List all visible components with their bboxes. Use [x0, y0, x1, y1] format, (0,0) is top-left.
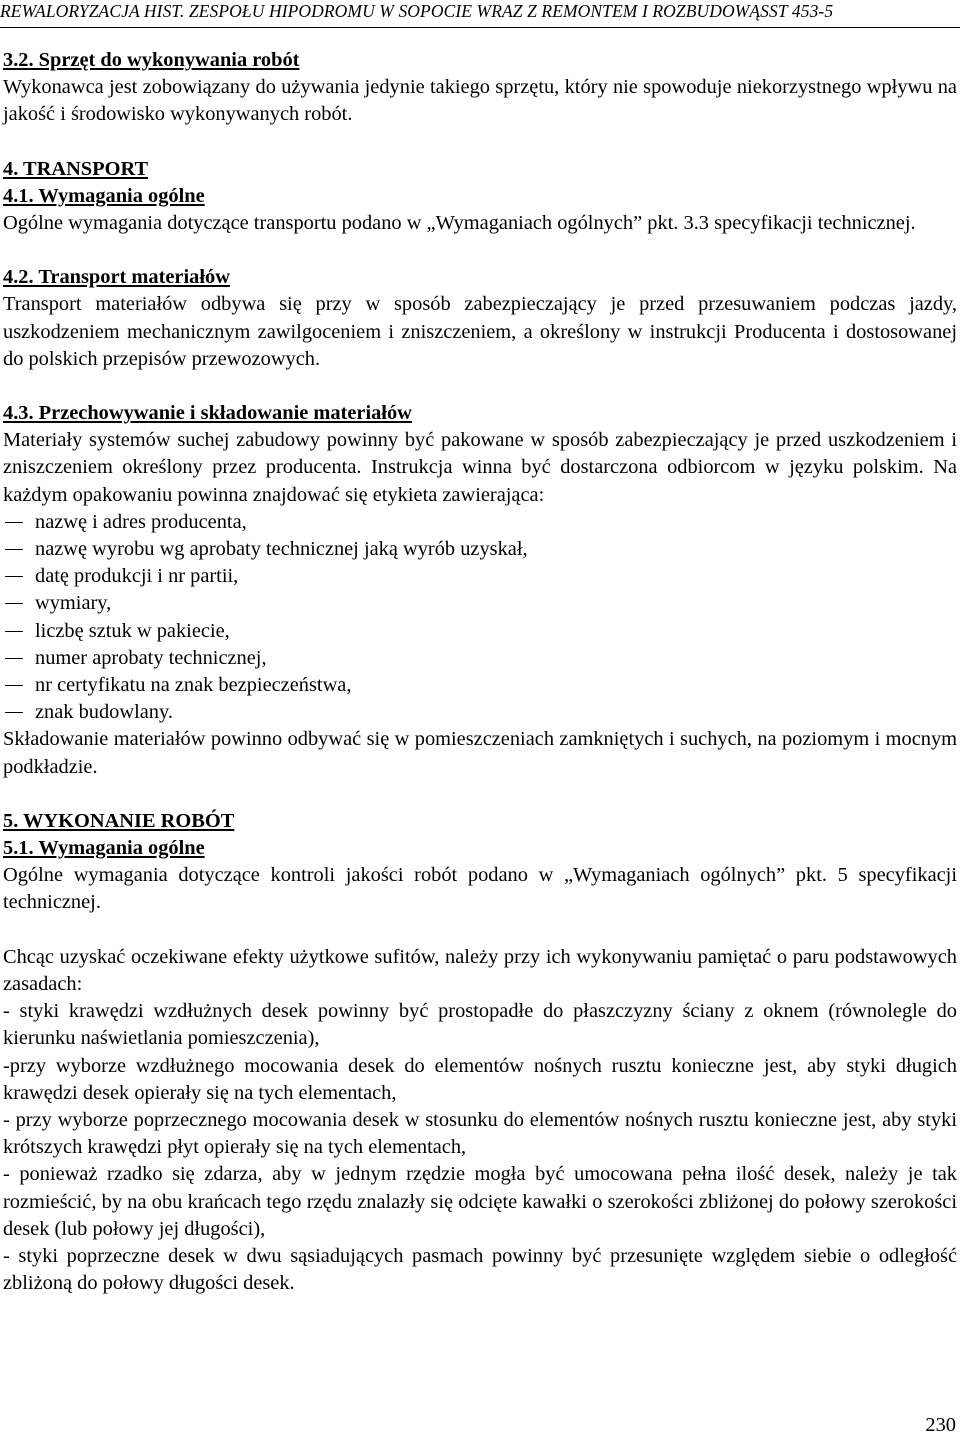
- page-number: 230: [925, 1414, 956, 1436]
- list-item: [3, 536, 957, 563]
- rule-item: - przy wyborze poprzecznego mocowania desek w stosunku do elementów nośnych rusztu konieczne jest, aby styki krótszych krawędzi płyt opierały się na tych elementach,: [3, 1108, 957, 1159]
- header-rule: [0, 27, 960, 28]
- list-item: [3, 699, 957, 726]
- intro-paragraph: Chcąc uzyskać oczekiwane efekty użytkowe sufitów, należy przy ich wykonywaniu pamiętać o paru podstawowych zasadach:: [3, 945, 957, 995]
- rule-item: - styki poprzeczne desek w dwu sąsiadujących pasmach powinny być przesunięte względem siebie o odległość zbliżoną do połowy długości desek.: [3, 1244, 957, 1295]
- running-header: REWALORYZACJA HIST. ZESPOŁU HIPODROMU W SOPOCIE WRAZ Z REMONTEM I ROZBUDOWĄSST 453-5: [0, 1, 834, 21]
- section-heading-4-2: 4.2. Transport materiałów: [3, 266, 230, 289]
- spacer: [3, 373, 957, 400]
- document-body: [3, 47, 957, 1297]
- list-item-text: numer aprobaty technicznej,: [35, 646, 267, 669]
- list-item-text: nr certyfikatu na znak bezpieczeństwa,: [35, 674, 352, 697]
- section-text-4-3: Materiały systemów suchej zabudowy powinny być pakowane w sposób zabezpieczający je przed uszkodzeniem i zniszczeniem określony przez producenta. Instrukcja winna być dostarczona odbiorcom w języku polskim. Na każdym opakowaniu powinna znajdować się etykieta zawierająca:: [3, 429, 957, 506]
- dash-bullet-icon: [5, 603, 23, 604]
- rule-item: - styki krawędzi wzdłużnych desek powinny być prostopadłe do płaszczyzny ściany z oknem (równolegle do kierunku naświetlania pomieszczenia),: [3, 1000, 957, 1050]
- spacer: [3, 129, 957, 156]
- section-heading-4-1: 4.1. Wymagania ogólne: [3, 184, 205, 207]
- list-item: [3, 672, 957, 699]
- list-item-text: liczbę sztuk w pakiecie,: [35, 619, 230, 642]
- list-item-text: wymiary,: [35, 592, 112, 615]
- section-heading-5: 5. WYKONANIE ROBÓT: [3, 809, 235, 832]
- list-item-text: znak budowlany.: [35, 701, 173, 724]
- section-heading-3-2: 3.2. Sprzęt do wykonywania robót: [3, 49, 300, 71]
- list-item-text: nazwę wyrobu wg aprobaty technicznej jaką wyrób uzyskał,: [35, 538, 528, 561]
- dash-bullet-icon: [5, 712, 23, 713]
- list-item-text: datę produkcji i nr partii,: [35, 565, 239, 588]
- dash-bullet-icon: [5, 576, 23, 577]
- section-heading-4: 4. TRANSPORT: [3, 157, 149, 180]
- dash-bullet-icon: [5, 658, 23, 659]
- section-text-5-1: Ogólne wymagania dotyczące kontroli jakości robót podano w „Wymaganiach ogólnych” pkt. 5 specyfikacji technicznej.: [3, 864, 957, 914]
- section-text-3-2: Wykonawca jest zobowiązany do używania jedynie takiego sprzętu, który nie spowoduje niekorzystnego wpływu na jakość i środowisko wykonywanych robót.: [3, 76, 957, 126]
- dash-bullet-icon: [5, 549, 23, 550]
- section-text-4-2: Transport materiałów odbywa się przy w sposób zabezpieczający je przed przesuwaniem podczas jazdy, uszkodzeniem mechanicznym zawilgoceniem i zniszczeniem, a określony w instrukcji Producenta i dostosowanej do polskich przepisów przewozowych.: [3, 293, 957, 370]
- list-item: [3, 590, 957, 617]
- list-item-text: nazwę i adres producenta,: [35, 510, 247, 533]
- rule-item: -przy wyborze wzdłużnego mocowania desek do elementów nośnych rusztu konieczne jest, aby styki długich krawędzi desek opierały się na tych elementach,: [3, 1054, 957, 1104]
- label-contents-list: [3, 509, 957, 727]
- list-item: [3, 563, 957, 590]
- spacer: [3, 781, 957, 808]
- list-item: [3, 618, 957, 645]
- spacer: [3, 917, 957, 944]
- section-text-4-3-storage: Składowanie materiałów powinno odbywać się w pomieszczeniach zamkniętych i suchych, na poziomym i mocnym podkładzie.: [3, 728, 957, 778]
- spacer: [3, 237, 957, 264]
- list-item: [3, 509, 957, 536]
- dash-bullet-icon: [5, 631, 23, 632]
- section-heading-4-3: 4.3. Przechowywanie i składowanie materiałów: [3, 402, 412, 425]
- section-text-4-1: Ogólne wymagania dotyczące transportu podano w „Wymaganiach ogólnych” pkt. 3.3 specyfikacji technicznej.: [3, 212, 916, 235]
- dash-bullet-icon: [5, 522, 23, 523]
- dash-bullet-icon: [5, 685, 23, 686]
- section-heading-5-1: 5.1. Wymagania ogólne: [3, 837, 205, 860]
- list-item: [3, 645, 957, 672]
- rule-item: - ponieważ rzadko się zdarza, aby w jednym rzędzie mogła być umocowana pełna ilość desek, należy je tak rozmieścić, by na obu krańcach tego rzędu znalazły się odcięte kawałki o szerokości zbliżonej do połowy szerokości desek (lub połowy jej długości),: [3, 1163, 957, 1240]
